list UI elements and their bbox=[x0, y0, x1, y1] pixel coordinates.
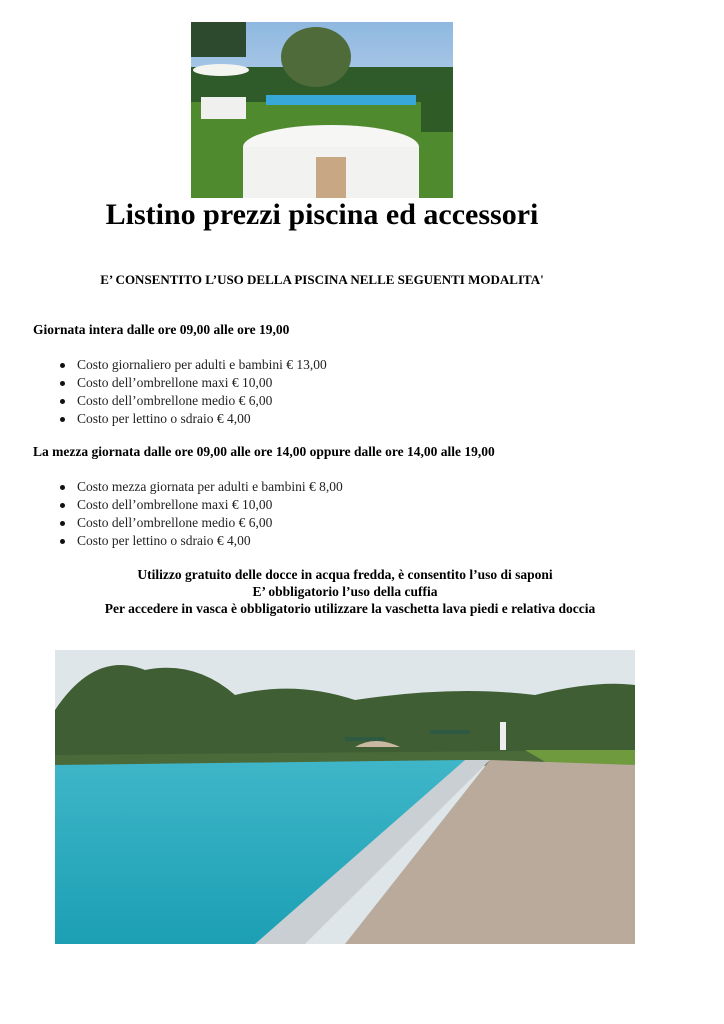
photo-pool bbox=[55, 650, 635, 944]
list-item: Costo dell’ombrellone maxi € 10,00 bbox=[60, 496, 343, 514]
section-heading-half-day: La mezza giornata dalle ore 09,00 alle ore 14,00 oppure dalle ore 14,00 alle 19,00 bbox=[33, 444, 495, 459]
list-item: Costo per lettino o sdraio € 4,00 bbox=[60, 532, 343, 550]
price-list-full-day bbox=[60, 356, 327, 428]
subtitle: E’ CONSENTITO L’USO DELLA PISCINA NELLE SEGUENTI MODALITA' bbox=[100, 272, 544, 287]
note-showers: Utilizzo gratuito delle docce in acqua fredda, è consentito l’uso di saponi bbox=[137, 567, 553, 582]
list-item: Costo dell’ombrellone medio € 6,00 bbox=[60, 514, 343, 532]
list-item: Costo dell’ombrellone maxi € 10,00 bbox=[60, 374, 327, 392]
list-item: Costo mezza giornata per adulti e bambini € 8,00 bbox=[60, 478, 343, 496]
note-swim-cap: E’ obbligatorio l’uso della cuffia bbox=[252, 584, 438, 599]
page-title: Listino prezzi piscina ed accessori bbox=[105, 198, 539, 231]
section-heading-full-day: Giornata intera dalle ore 09,00 alle ore 19,00 bbox=[33, 322, 290, 337]
list-item: Costo per lettino o sdraio € 4,00 bbox=[60, 410, 327, 428]
photo-garden-table bbox=[191, 22, 453, 198]
list-item: Costo giornaliero per adulti e bambini € 13,00 bbox=[60, 356, 327, 374]
price-list-half-day bbox=[60, 478, 343, 550]
list-item: Costo dell’ombrellone medio € 6,00 bbox=[60, 392, 327, 410]
note-foot-bath: Per accedere in vasca è obbligatorio utilizzare la vaschetta lava piedi e relativa doccia bbox=[104, 601, 596, 616]
